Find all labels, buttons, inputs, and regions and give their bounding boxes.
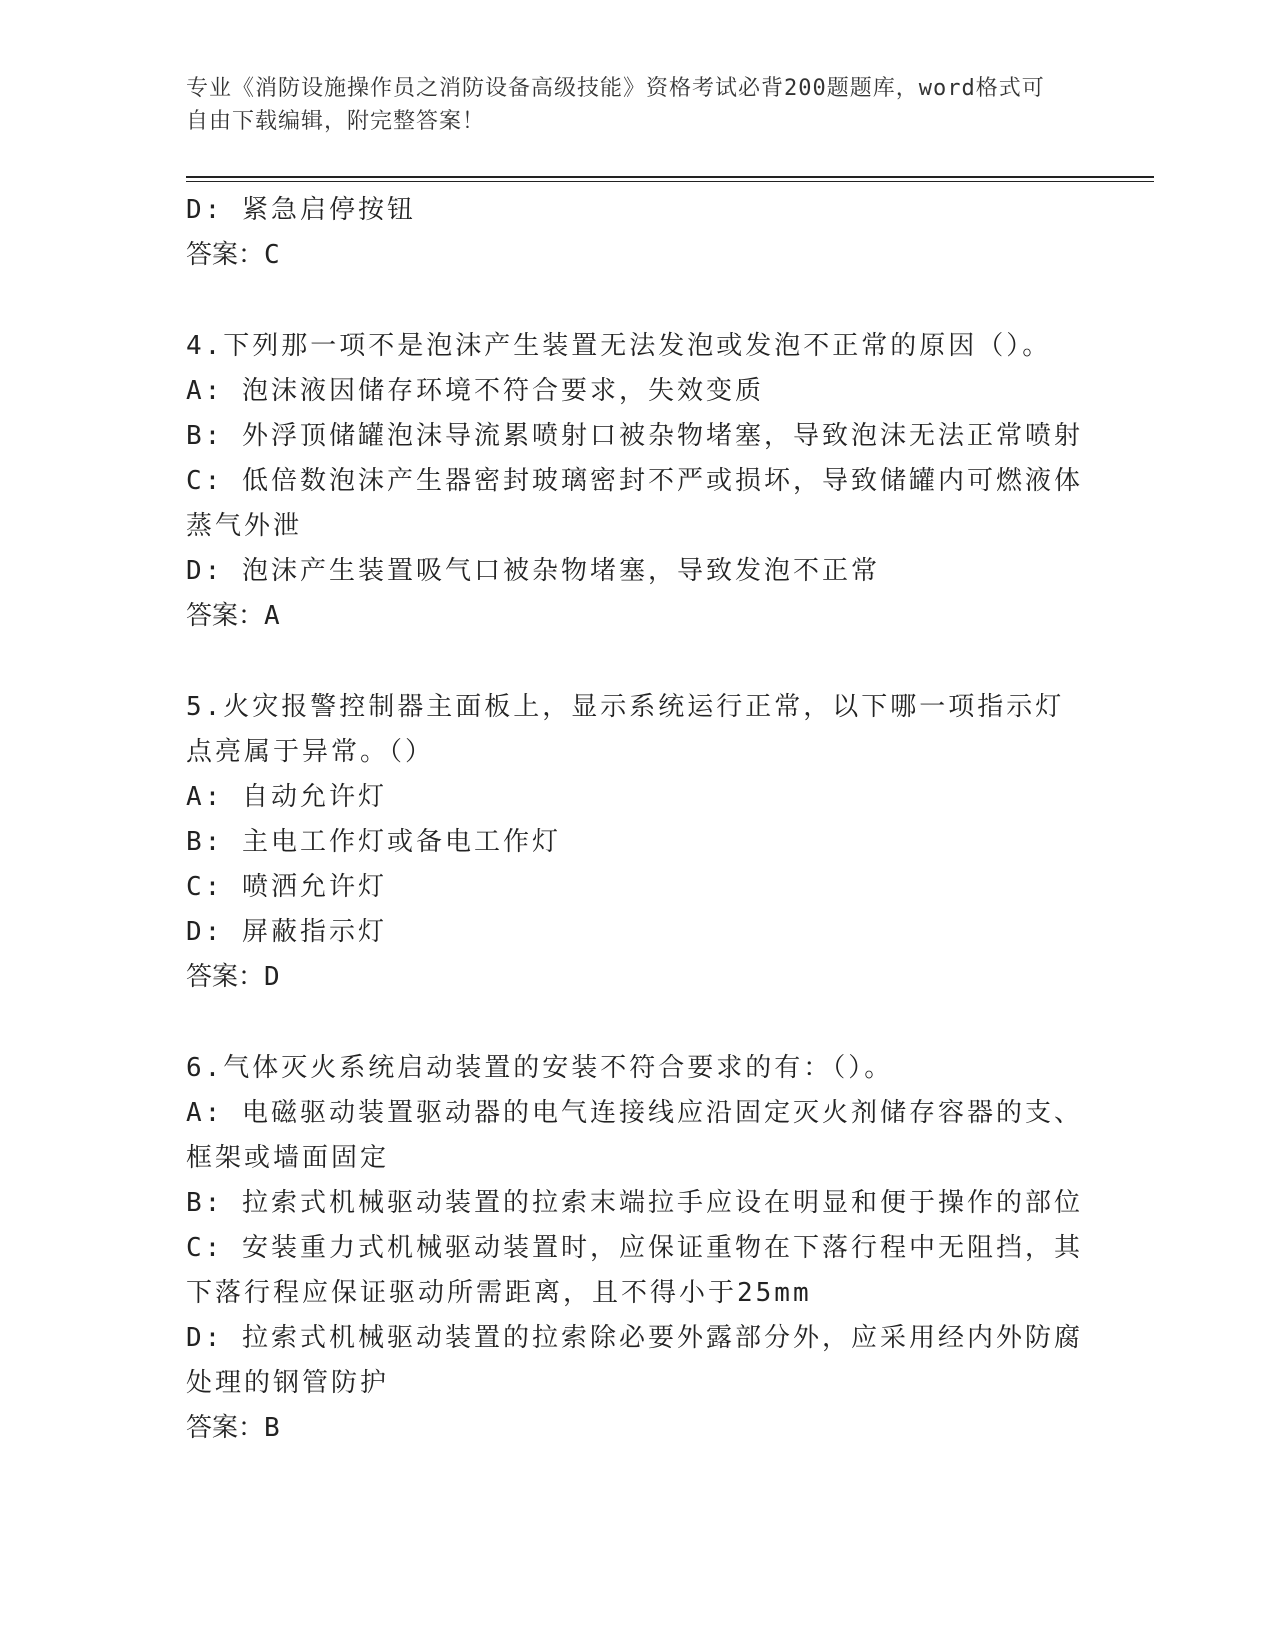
answer-label: 答案： xyxy=(186,240,265,270)
spacer xyxy=(186,639,1086,685)
option-a: A: 自动允许灯 xyxy=(186,782,387,812)
option-c: C: 喷洒允许灯 xyxy=(186,872,387,902)
option-a: A: 泡沫液因储存环境不符合要求，失效变质 xyxy=(186,376,764,406)
option-b: B: 拉索式机械驱动装置的拉索末端拉手应设在明显和便于操作的部位 xyxy=(186,1188,1083,1218)
spacer xyxy=(186,1000,1086,1046)
answer-line xyxy=(186,955,1086,1000)
header-text: 专业《消防设施操作员之消防设备高级技能》资格考试必背200题题库，word格式可自由下载编辑，附完整答案！ xyxy=(186,76,1045,134)
answer-label: 答案： xyxy=(186,601,265,631)
answer-line xyxy=(186,1406,1086,1451)
document-header xyxy=(186,72,1066,138)
question-3-block xyxy=(186,188,1086,278)
answer-line xyxy=(186,233,1086,278)
option-d: D: 紧急启停按钮 xyxy=(186,195,416,225)
header-divider-thick xyxy=(186,176,1154,178)
answer-value: A xyxy=(264,601,280,631)
question-text: 5.火灾报警控制器主面板上，显示系统运行正常，以下哪一项指示灯点亮属于异常。（） xyxy=(186,692,1065,767)
answer-line xyxy=(186,594,1086,639)
answer-value: B xyxy=(264,1413,280,1443)
answer-value: C xyxy=(264,240,280,270)
option-d: D: 拉索式机械驱动装置的拉索除必要外露部分外，应采用经内外防腐处理的钢管防护 xyxy=(186,1323,1083,1398)
option-c: C: 低倍数泡沫产生器密封玻璃密封不严或损坏，导致储罐内可燃液体蒸气外泄 xyxy=(186,466,1083,541)
option-b: B: 外浮顶储罐泡沫导流累喷射口被杂物堵塞，导致泡沫无法正常喷射 xyxy=(186,421,1083,451)
answer-value: D xyxy=(264,962,280,992)
question-text: 4.下列那一项不是泡沫产生装置无法发泡或发泡不正常的原因（）。 xyxy=(186,331,1052,361)
question-5-block xyxy=(186,685,1086,1000)
question-text: 6.气体灭火系统启动装置的安装不符合要求的有：（）。 xyxy=(186,1053,894,1083)
option-a: A: 电磁驱动装置驱动器的电气连接线应沿固定灭火剂储存容器的支、框架或墙面固定 xyxy=(186,1098,1083,1173)
question-content xyxy=(186,188,1086,1451)
header-divider-thin xyxy=(186,181,1154,182)
answer-label: 答案： xyxy=(186,1413,265,1443)
question-4-block xyxy=(186,324,1086,639)
answer-label: 答案： xyxy=(186,962,265,992)
spacer xyxy=(186,278,1086,324)
option-b: B: 主电工作灯或备电工作灯 xyxy=(186,827,561,857)
option-d: D: 屏蔽指示灯 xyxy=(186,917,387,947)
question-6-block xyxy=(186,1046,1086,1451)
option-c: C: 安装重力式机械驱动装置时，应保证重物在下落行程中无阻挡，其下落行程应保证驱动所需距离，且不得小于25mm xyxy=(186,1233,1083,1308)
option-d: D: 泡沫产生装置吸气口被杂物堵塞，导致发泡不正常 xyxy=(186,556,880,586)
